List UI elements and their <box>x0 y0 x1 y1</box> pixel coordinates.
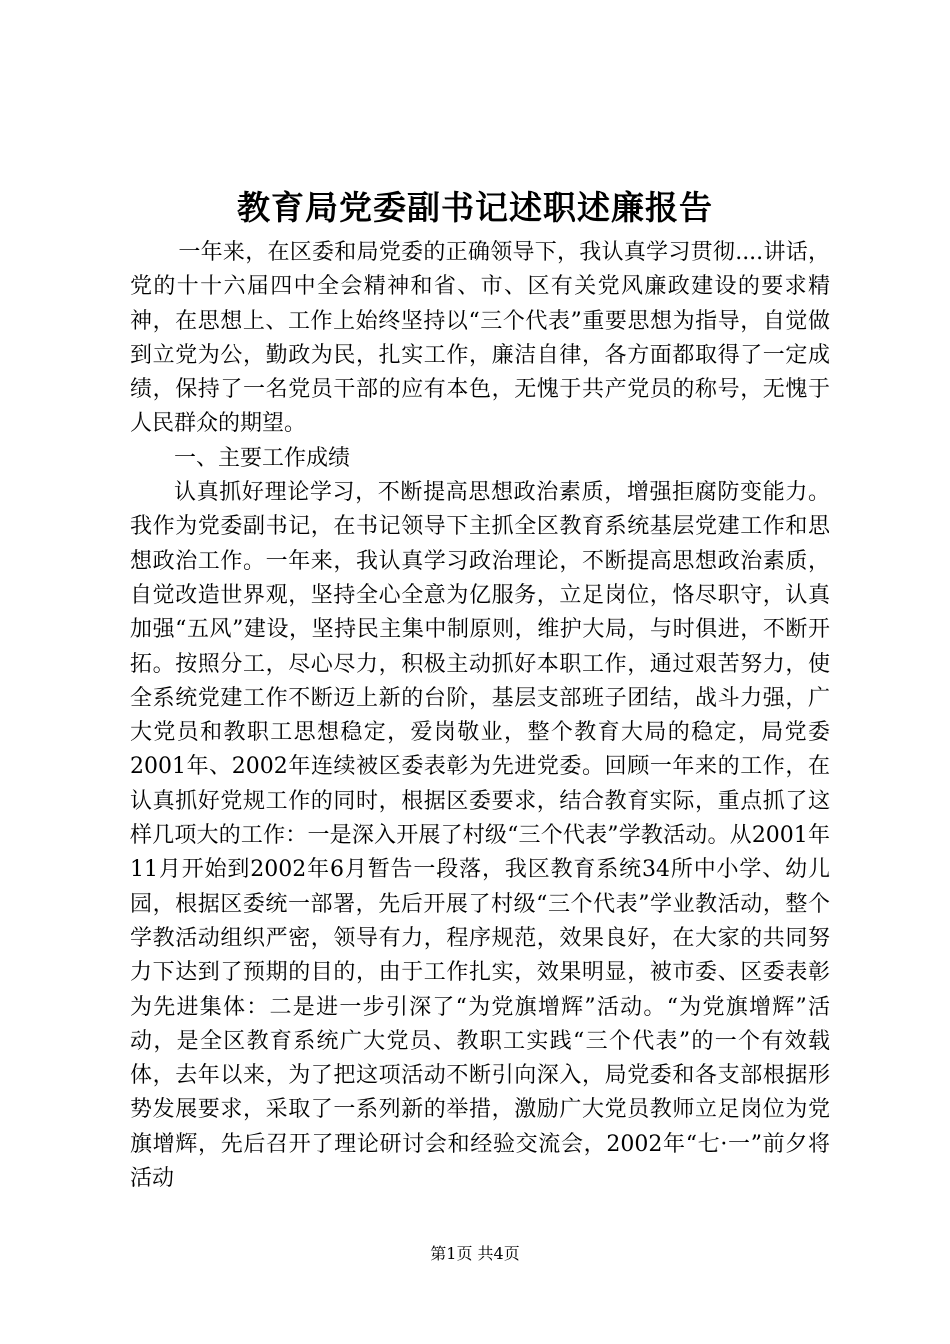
section-heading: 一、主要工作成绩 <box>174 445 351 471</box>
paragraph-main: 认真抓好理论学习，不断提高思想政治素质，增强拒腐防变能力。我作为党委副书记，在书记领导下主抓全区教育系统基层党建工作和思想政治工作。一年来，我认真学习政治理论，不断提高思想政治素质，自觉改造世界观，坚持全心全意为亿服务，立足岗位，恪尽职守，认真加强“五风”建设，坚持民主集中制原则，维护大局，与时俱进，不断开拓。按照分工，尽心尽力，积极主动抓好本职工作，通过艰苦努力，使全系统党建工作不断迈上新的台阶，基层支部班子团结，战斗力强，广大党员和教职工思想稳定，爱岗敬业，整个教育大局的稳定，局党委2001年、2002年连续被区委表彰为先进党委。回顾一年来的工作，在认真抓好党规工作的同时，根据区委要求，结合教育实际，重点抓了这样几项大的工作：一是深入开展了村级“三个代表”学教活动。从2001年11月开始到2002年6月暂告一段落，我区教育系统34所中小学、幼儿园，根据区委统一部署，先后开展了村级“三个代表”学业教活动，整个学教活动组织严密，领导有力，程序规范，效果良好，在大家的共同努力下达到了预期的目的，由于工作扎实，效果明显，被市委、区委表彰为先进集体：二是进一步引深了“为党旗增辉”活动。“为党旗增辉”活动，是全区教育系统广大党员、教职工实践“三个代表”的一个有效载体，去年以来，为了把这项活动不断引向深入，局党委和各支部根据形势发展要求，采取了一系列新的举措，激励广大党员教师立足岗位为党旗增辉，先后召开了理论研讨会和经验交流会，2002年“七·一”前夕将活动 <box>130 480 830 1192</box>
document-body <box>130 236 830 1196</box>
page-footer: 第1页 共4页 <box>430 1244 520 1263</box>
paragraph-intro: 一年来，在区委和局党委的正确领导下，我认真学习贯彻....讲话，党的十十六届四中全会精神和省、市、区有关党风廉政建设的要求精神，在思想上、工作上始终坚持以“三个代表”重要思想为指导，自觉做到立党为公，勤政为民，扎实工作，廉洁自律，各方面都取得了一定成绩，保持了一名党员干部的应有本色，无愧于共产党员的称号，无愧于人民群众的期望。 <box>130 240 830 437</box>
document-title: 教育局党委副书记述职述廉报告 <box>237 188 713 227</box>
